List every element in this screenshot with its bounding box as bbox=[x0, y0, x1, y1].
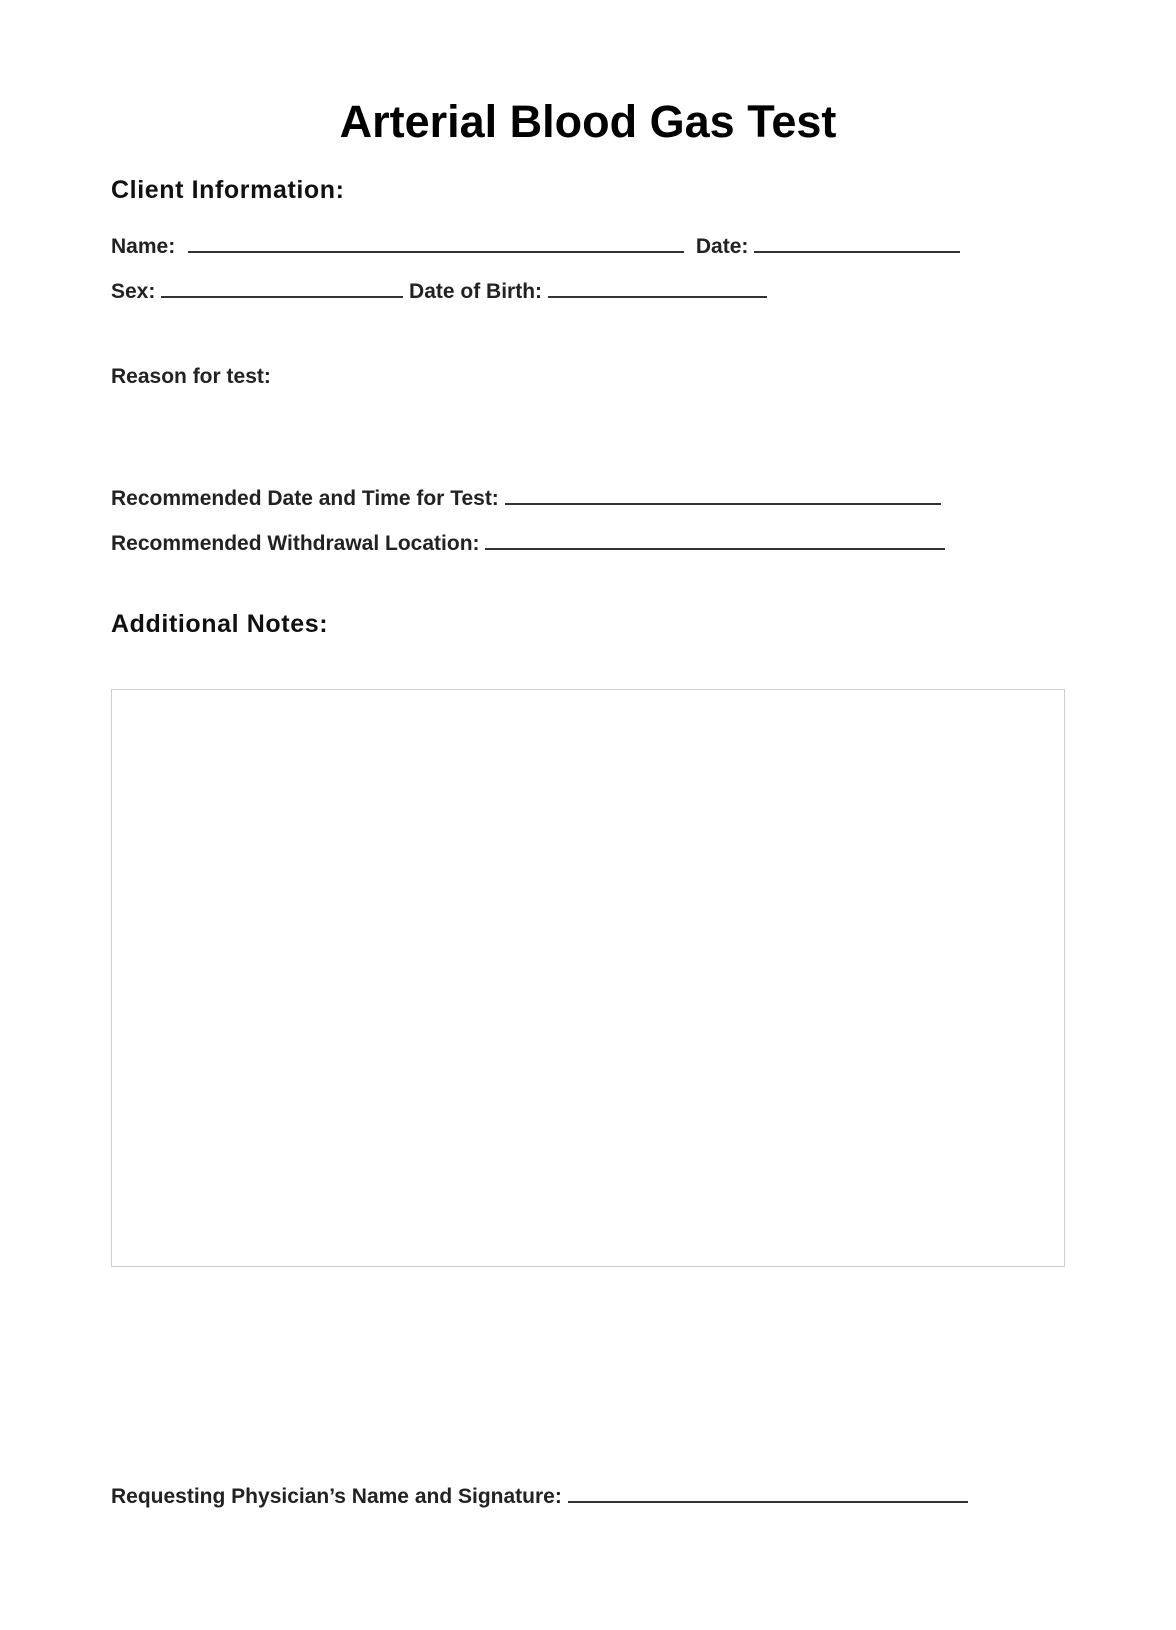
name-date-row bbox=[111, 232, 960, 260]
additional-notes-box[interactable] bbox=[111, 689, 1065, 1267]
date-field[interactable] bbox=[754, 232, 960, 253]
client-information-heading: Client Information: bbox=[111, 176, 345, 204]
physician-signature-label: Requesting Physician’s Name and Signature: bbox=[111, 1485, 562, 1508]
recommended-date-time-field[interactable] bbox=[505, 484, 941, 505]
reason-for-test-label: Reason for test: bbox=[111, 365, 271, 388]
sex-dob-row bbox=[111, 277, 767, 305]
physician-signature-row bbox=[111, 1482, 968, 1510]
additional-notes-heading: Additional Notes: bbox=[111, 610, 329, 638]
sex-label: Sex: bbox=[111, 280, 156, 303]
recommended-date-time-row bbox=[111, 484, 941, 512]
physician-signature-field[interactable] bbox=[568, 1482, 968, 1503]
date-label: Date: bbox=[695, 235, 749, 258]
date-of-birth-field[interactable] bbox=[548, 277, 767, 298]
recommended-location-row bbox=[111, 529, 945, 557]
name-field[interactable] bbox=[188, 232, 684, 253]
date-of-birth-label: Date of Birth: bbox=[409, 280, 543, 303]
recommended-location-field[interactable] bbox=[485, 529, 945, 550]
recommended-location-label: Recommended Withdrawal Location: bbox=[111, 532, 480, 555]
sex-field[interactable] bbox=[161, 277, 403, 298]
name-label: Name: bbox=[111, 235, 176, 258]
page-title: Arterial Blood Gas Test bbox=[339, 96, 837, 147]
recommended-date-time-label: Recommended Date and Time for Test: bbox=[111, 487, 499, 510]
reason-for-test-row bbox=[111, 364, 271, 390]
